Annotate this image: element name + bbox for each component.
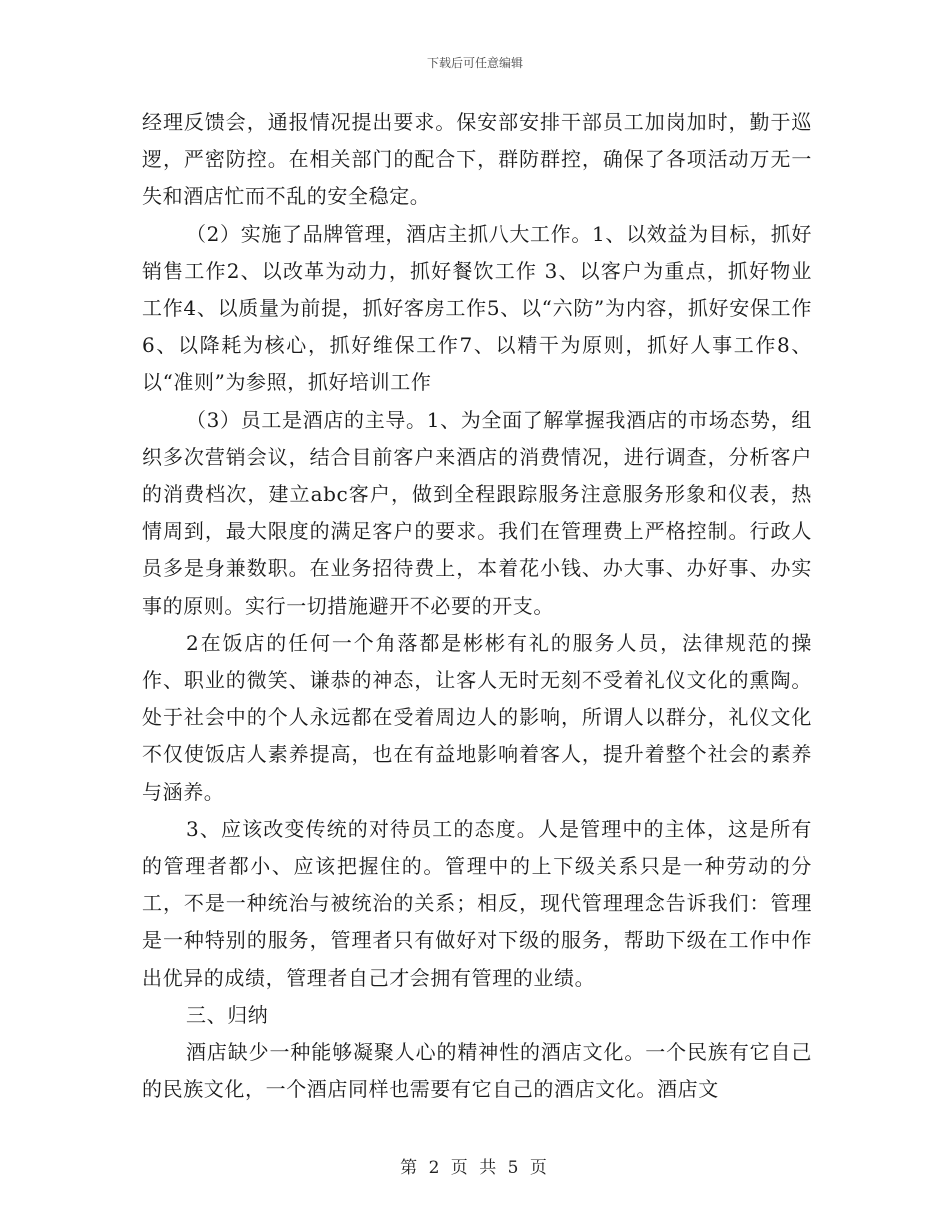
page-number-footer: 第 2 页 共 5 页 — [400, 1158, 550, 1178]
paragraph-staff-attitude: 3、应该改变传统的对待员工的态度。人是管理中的主体，这是所有的管理者都小、应该把握住的。管理中的上下级关系只是一种劳动的分工，不是一种统治与被统治的关系；相反，现代管理理念告诉我们：管理是一种特别的服务，管理者只有做好对下级的服务，帮助下级在工作中作出优异的成绩，管理者自己才会拥有管理的业绩。 — [142, 816, 812, 990]
paragraph-brand-management: （2）实施了品牌管理，酒店主抓八大工作。1、以效益为目标，抓好销售工作2、以改革为动力，抓好餐饮工作 3、以客户为重点，抓好物业工作4、以质量为前提，抓好客房工作5、以“六防”为内容，抓好安保工作6、以降耗为核心，抓好维保工作7、以精干为原则，抓好人事工作8、以“准则”为参照，抓好培训工作 — [142, 221, 812, 395]
page-header-note: 下载后可任意编辑 — [426, 56, 523, 70]
paragraph-hotel-culture: 酒店缺少一种能够凝聚人心的精神性的酒店文化。一个民族有它自己的民族文化，一个酒店同样也需要有它自己的酒店文化。酒店文 — [142, 1040, 812, 1102]
paragraph-etiquette-culture: 2在饭店的任何一个角落都是彬彬有礼的服务人员，法律规范的操作、职业的微笑、谦恭的神态，让客人无时无刻不受着礼仪文化的熏陶。处于社会中的个人永远都在受着周边人的影响，所谓人以群分，礼仪文化不仅使饭店人素养提高，也在有益地影响着客人，提升着整个社会的素养与涵养。 — [142, 630, 812, 804]
section-heading-summary: 三、归纳 — [186, 1002, 269, 1027]
paragraph-security-continuation: 经理反馈会，通报情况提出要求。保安部安排干部员工加岗加时，勤于巡逻，严密防控。在相关部门的配合下，群防群控，确保了各项活动万无一失和酒店忙而不乱的安全稳定。 — [142, 110, 812, 209]
document-body — [142, 104, 812, 1108]
paragraph-staff-leading: （3）员工是酒店的主导。1、为全面了解掌握我酒店的市场态势，组织多次营销会议，结合目前客户来酒店的消费情况，进行调查，分析客户的消费档次，建立abc客户，做到全程跟踪服务注意服务形象和仪表，热情周到，最大限度的满足客户的要求。我们在管理费上严格控制。行政人员多是身兼数职。在业务招待费上，本着花小钱、办大事、办好事、办实事的原则。实行一切措施避开不必要的开支。 — [142, 407, 812, 618]
